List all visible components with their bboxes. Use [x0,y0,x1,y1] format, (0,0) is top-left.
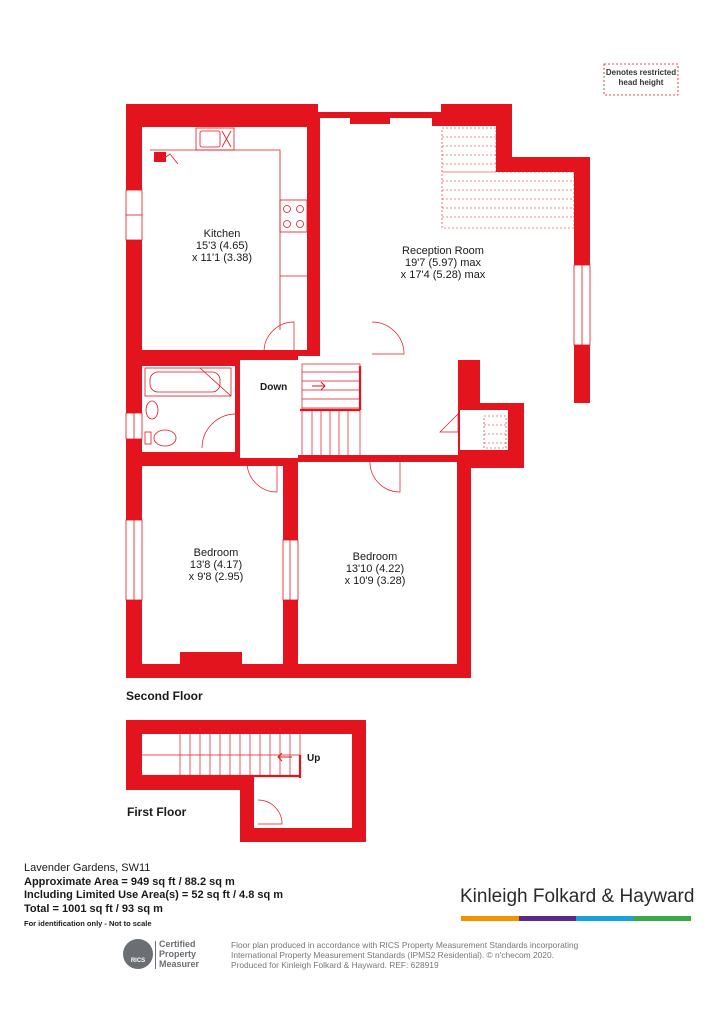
total-area: Total = 1001 sq ft / 93 sq m [24,902,163,915]
kitchen-dim1: 15'3 (4.65) [195,240,249,252]
legend-line-2: head height [618,78,664,87]
reception-dim1: 19'7 (5.97) max [404,257,482,269]
property-address: Lavender Gardens, SW11 [24,862,151,874]
agent-bar-segment [576,916,634,921]
property-summary [24,862,354,931]
scale-note: For identification only - Not to scale [24,919,152,928]
disclaimer-line-2: International Property Measurement Standards (IPMS2 Residential). © n'checom 2020. [231,950,554,960]
disclaimer-line-3: Produced for Kinleigh Folkard & Hayward. REF: 628919 [231,960,439,970]
agent-bar-segment [519,916,577,921]
bedroom2-dim1: 13'10 (4.22) [345,563,405,575]
legend-line-1: Denotes restricted [605,68,677,77]
rics-divider [155,941,156,969]
bedroom2-name: Bedroom [352,551,398,563]
second-floor-label: Second Floor [126,689,203,703]
agent-logo-text: Kinleigh Folkard & Hayward [460,886,695,907]
rics-certified-logo [123,939,219,971]
approx-area: Approximate Area = 949 sq ft / 88.2 sq m [24,875,235,888]
limited-use-area: Including Limited Use Area(s) = 52 sq ft / 4.8 sq m [24,889,284,901]
hall-floor [240,356,458,458]
bedroom1-dim2: x 9'8 (2.95) [188,571,244,583]
rics-badge-icon: RICS [123,939,153,969]
reception-dim2: x 17'4 (5.28) max [400,269,486,281]
kitchen-name: Kitchen [203,228,241,240]
rics-line-1: Certified [159,939,196,949]
rics-text [159,939,199,969]
rics-line-2: Property [159,949,197,959]
stairs-up-label: Up [307,753,321,764]
second-floor-plan [126,104,590,703]
bedroom2-dim2: x 10'9 (3.28) [344,575,406,587]
agent-color-bar [461,916,691,921]
rics-line-3: Measurer [159,959,200,969]
disclaimer [231,940,578,970]
bedroom1-dim1: 13'8 (4.17) [189,559,243,571]
first-floor-label: First Floor [127,805,187,819]
stairs-down-label: Down [260,382,288,393]
disclaimer-line-1: Floor plan produced in accordance with RICS Property Measurement Standards incorporating [231,940,579,950]
agent-bar-segment [461,916,519,921]
agent-bar-segment [634,916,692,921]
kitchen-dim2: x 11'1 (3.38) [192,252,252,264]
bathroom-floor [142,366,235,452]
restricted-height-legend [604,64,678,95]
bedroom1-name: Bedroom [193,547,239,559]
reception-name: Reception Room [402,245,484,257]
first-floor-plan [126,720,366,842]
